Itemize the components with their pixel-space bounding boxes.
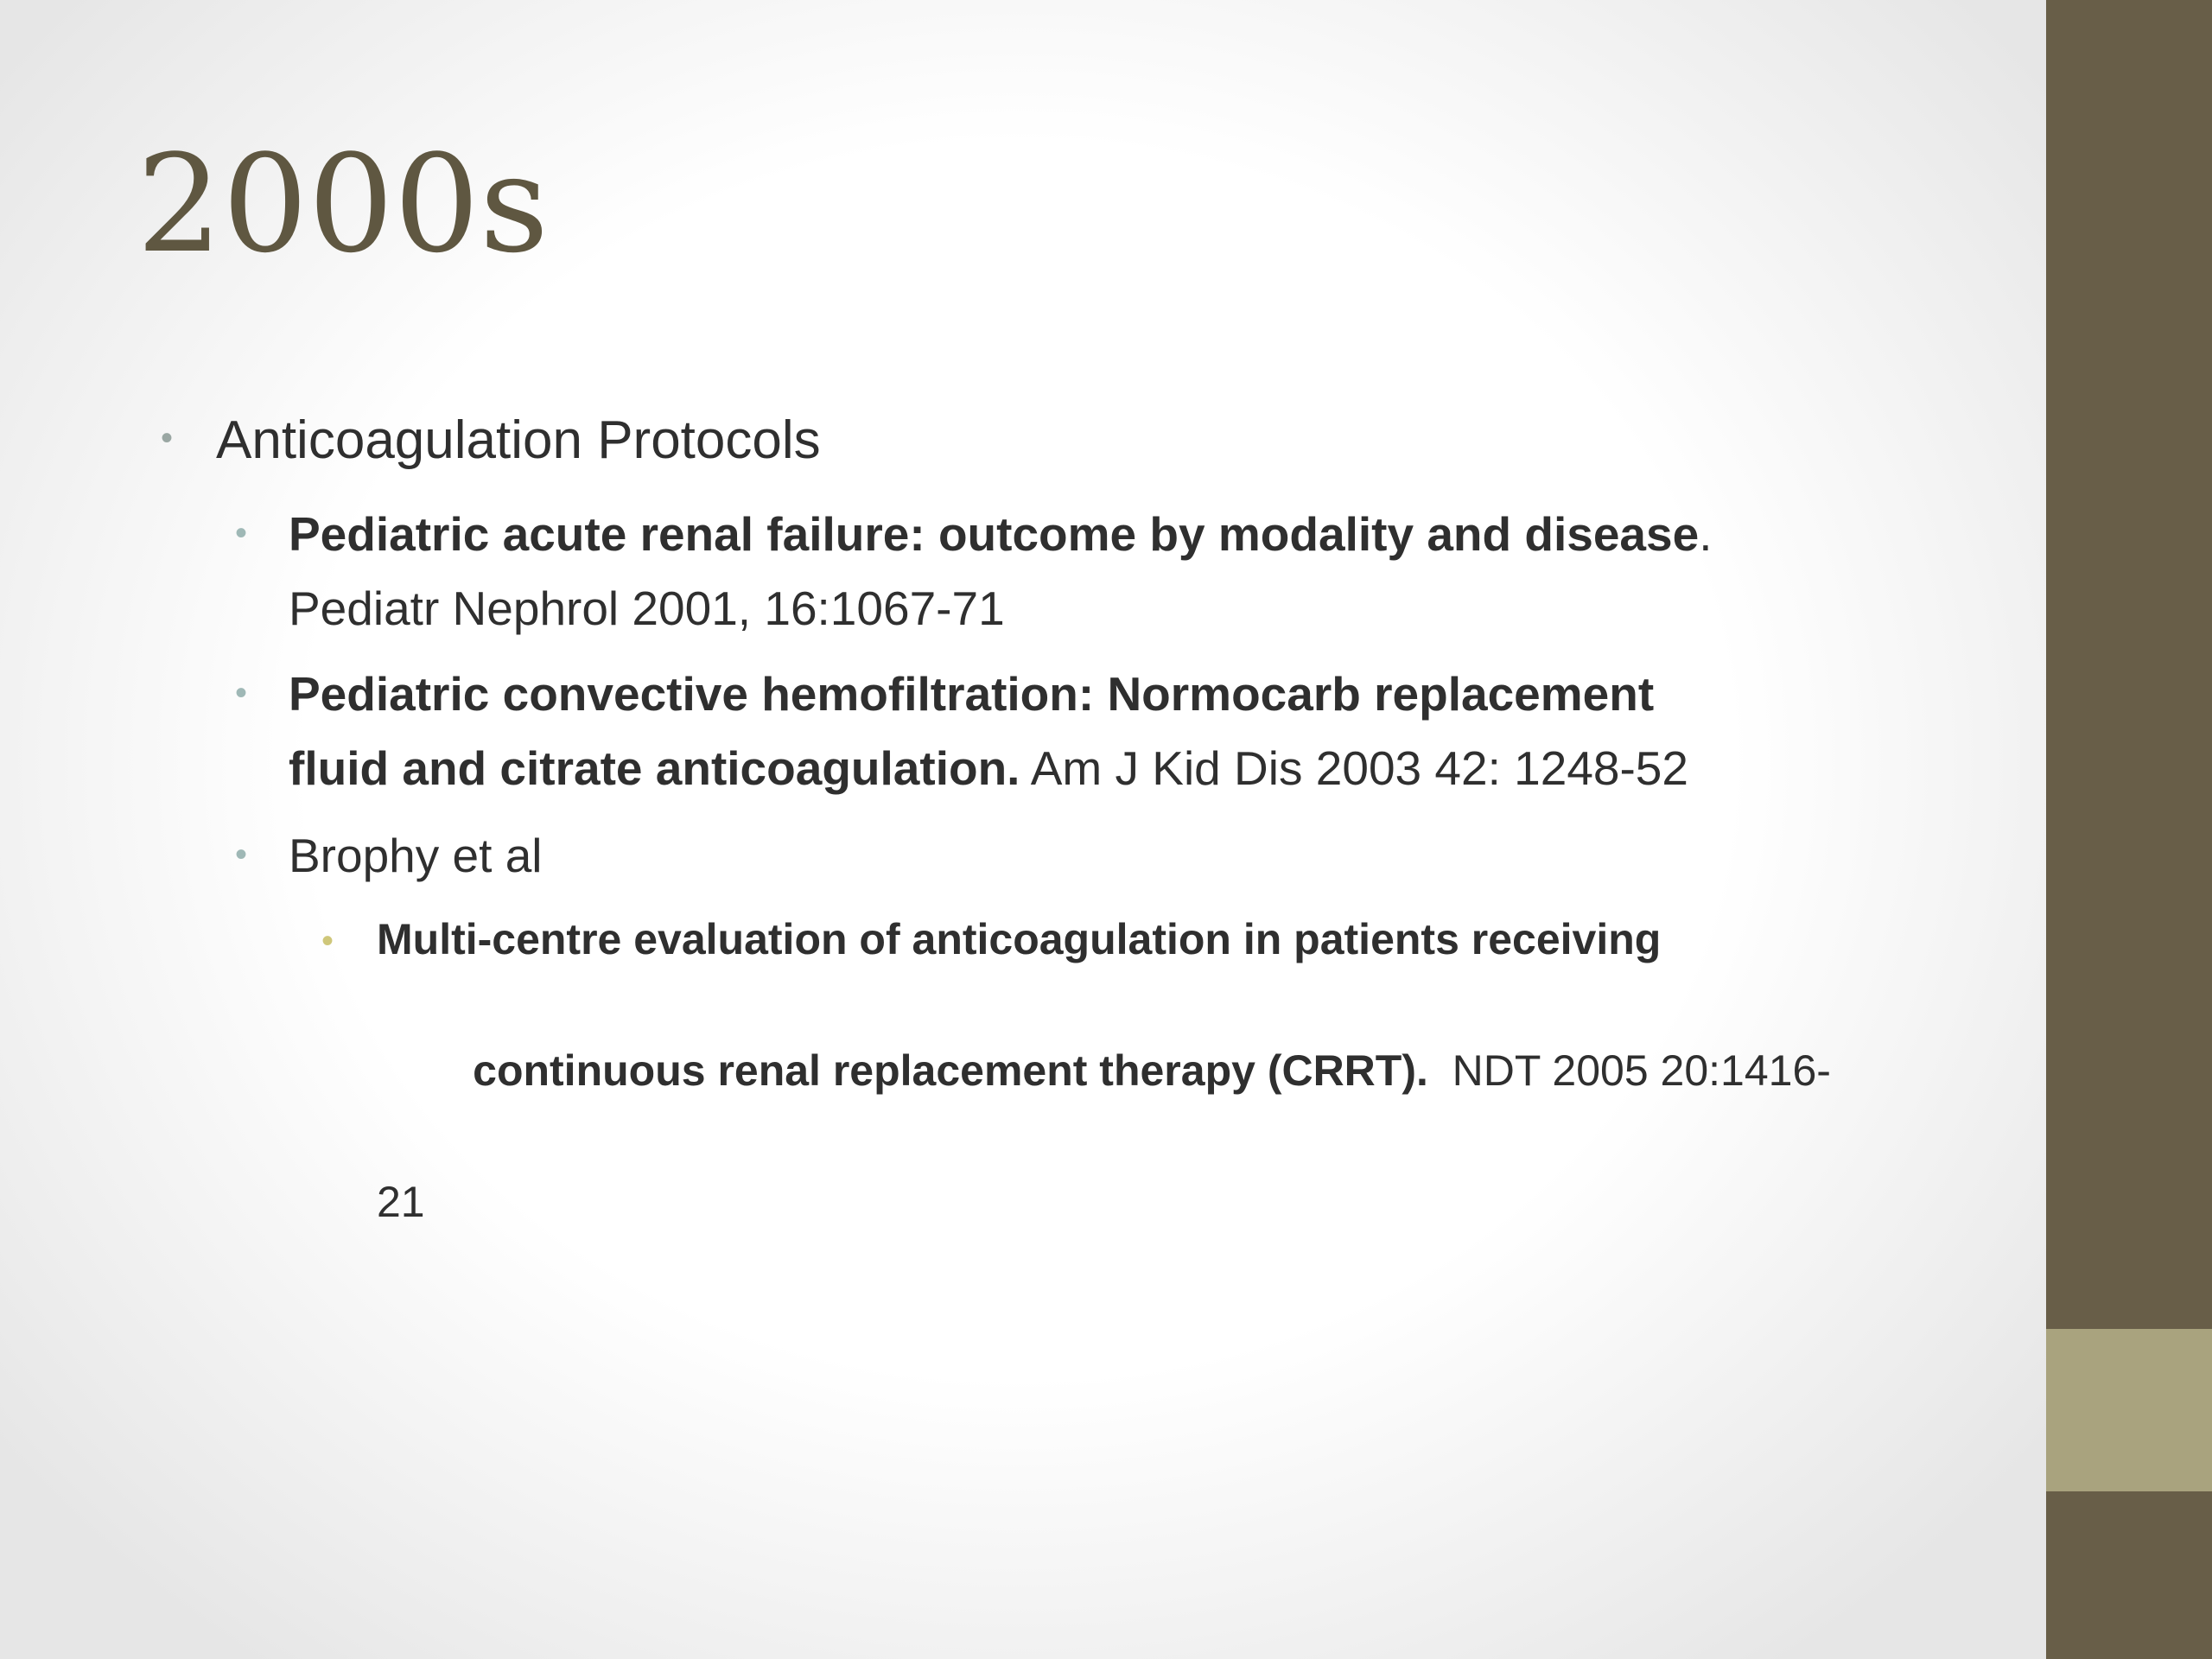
side-accent-block: [2046, 1329, 2212, 1491]
reference-2-title-line-2: fluid and citrate anticoagulation.: [289, 741, 1020, 795]
sub-reference-citation: NDT 2005 20:1416-: [1427, 1046, 1831, 1095]
sub-reference-line-2: [377, 972, 1831, 1169]
sub-reference-title-line-1: Multi-centre evaluation of anticoagulation in patients receiving: [377, 915, 1662, 963]
sub-reference-line-3: 21: [377, 1178, 425, 1226]
reference-2-line-2: [289, 731, 1688, 805]
reference-1-citation: Pediatr Nephrol 2001, 16:1067-71: [289, 582, 1005, 635]
reference-1-period: .: [1699, 507, 1713, 561]
slide-title: 2000s: [137, 125, 550, 283]
reference-item-3: [289, 818, 543, 893]
bullet-dot: •: [235, 674, 248, 712]
bullet-dot: •: [235, 836, 248, 874]
bullet-level1-anticoagulation: [216, 404, 821, 477]
reference-2-citation: Am J Kid Dis 2003 42: 1248-52: [1020, 741, 1688, 795]
bullet-level1-text: Anticoagulation Protocols: [216, 410, 821, 470]
bullet-dot: •: [235, 514, 248, 552]
bullet-dot: •: [161, 419, 174, 457]
reference-item-1: [289, 497, 1712, 645]
reference-item-2: [289, 657, 1688, 805]
bullet-dot: •: [321, 922, 334, 960]
sub-reference-title-line-2: continuous renal replacement therapy (CRRT).: [473, 1046, 1428, 1095]
reference-1-title: Pediatric acute renal failure: outcome by modality and disease: [289, 507, 1700, 561]
reference-1-line-1: [289, 497, 1712, 571]
reference-2-title-line-1: Pediatric convective hemofiltration: Normocarb replacement: [289, 667, 1655, 721]
reference-3-text: Brophy et al: [289, 829, 543, 882]
reference-item-3-sub: [377, 906, 1831, 1235]
